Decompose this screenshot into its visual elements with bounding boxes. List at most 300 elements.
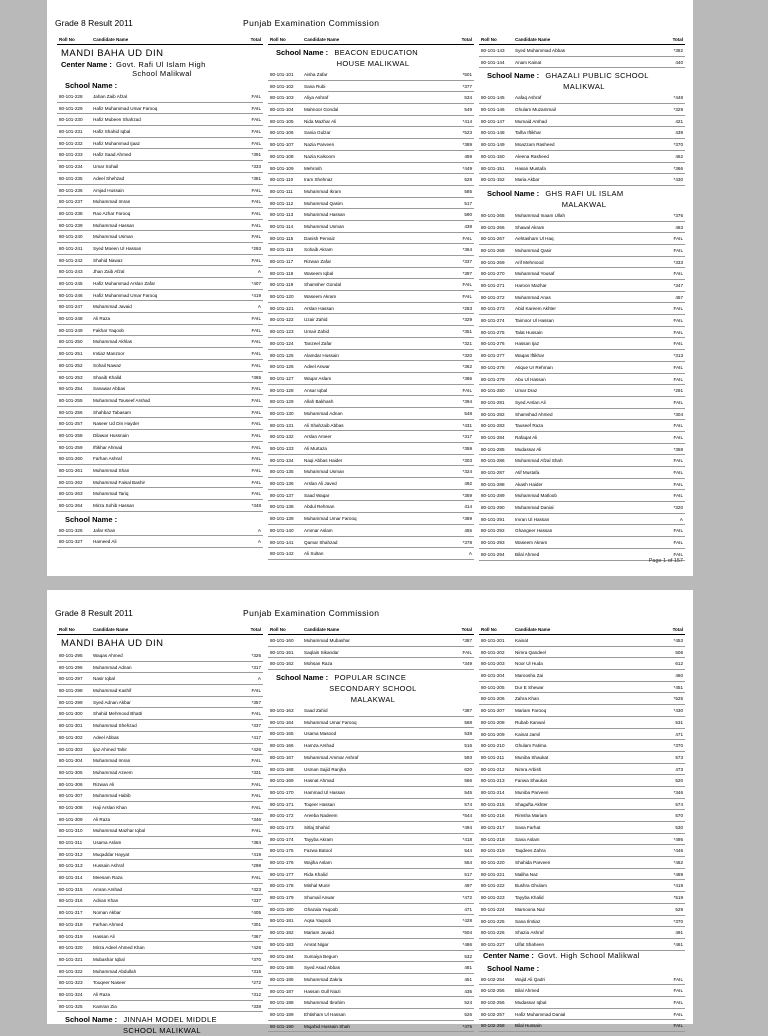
candidate-name: Kamran Zia bbox=[93, 1003, 117, 1009]
table-row bbox=[268, 939, 474, 951]
candidate-name: Umar Sohail bbox=[93, 164, 119, 170]
table-row bbox=[268, 233, 474, 245]
table-row bbox=[57, 196, 263, 208]
table-row bbox=[479, 315, 685, 327]
table-row bbox=[479, 752, 685, 764]
roll-number: 80-101-245 bbox=[59, 281, 83, 286]
candidate-name: Uzair Zahid bbox=[304, 317, 328, 323]
table-row bbox=[268, 822, 474, 834]
total-marks: FAIL bbox=[251, 828, 261, 834]
school-label: School Name : bbox=[65, 81, 118, 90]
roll-number: 80-101-264 bbox=[59, 503, 83, 509]
table-row bbox=[268, 291, 474, 303]
roll-number: 80-101-292 bbox=[481, 528, 505, 534]
roll-number: 80-101-266 bbox=[481, 224, 505, 230]
roll-number: 80-101-181 bbox=[270, 918, 294, 924]
total-marks: *303 bbox=[462, 457, 472, 463]
roll-number: 80-101-242 bbox=[59, 257, 83, 263]
total-marks: *346 bbox=[673, 789, 683, 795]
table-row bbox=[268, 869, 474, 881]
table-row bbox=[479, 303, 685, 315]
center-name bbox=[479, 951, 685, 961]
roll-number: 80-101-102 bbox=[270, 83, 294, 89]
roll-number: 80-101-129 bbox=[270, 399, 294, 405]
total-marks: *462 bbox=[673, 860, 683, 866]
organization-name: Punjab Examination Commission bbox=[243, 18, 380, 28]
total-marks: FAIL bbox=[251, 117, 261, 123]
total-marks: FAIL bbox=[673, 1011, 683, 1017]
candidate-name: Waqar Aslam bbox=[304, 375, 332, 381]
total-marks: *291 bbox=[673, 388, 683, 394]
candidate-name: Hafiz Muhammad Ijaaz bbox=[93, 140, 140, 146]
table-row bbox=[479, 385, 685, 397]
roll-number: 80-101-236 bbox=[59, 187, 83, 193]
table-row bbox=[268, 775, 474, 787]
total-marks: *333 bbox=[251, 164, 261, 170]
roll-number: 80-101-125 bbox=[270, 352, 294, 358]
total-header: Total bbox=[672, 37, 683, 42]
results-column bbox=[268, 36, 474, 560]
total-marks: *329 bbox=[673, 107, 683, 113]
candidate-name: Muhammad Imran bbox=[93, 758, 131, 764]
candidate-name: Moazzam Rasheed bbox=[515, 142, 555, 148]
table-row bbox=[57, 453, 263, 465]
total-marks: 593 bbox=[464, 754, 472, 760]
table-row bbox=[479, 420, 685, 432]
total-marks: 471 bbox=[675, 731, 683, 737]
candidate-name: Saad Zahid bbox=[304, 708, 328, 714]
candidate-name: Muhammad Anas bbox=[515, 294, 551, 300]
roll-number: 80-101-299 bbox=[59, 699, 83, 705]
result-title: Grade 8 Result 2011 bbox=[55, 18, 133, 28]
candidate-name: Naqi Abbas Haider bbox=[304, 457, 343, 463]
total-marks: *348 bbox=[251, 503, 261, 509]
total-marks: FAIL bbox=[673, 318, 683, 324]
roll-number: 80-101-278 bbox=[481, 364, 505, 370]
total-marks: *358 bbox=[673, 446, 683, 452]
roll-number: 80-101-148 bbox=[481, 130, 505, 136]
table-row bbox=[268, 904, 474, 916]
roll-number: 80-101-108 bbox=[270, 153, 294, 159]
table-row bbox=[479, 916, 685, 928]
roll-number: 80-101-182 bbox=[270, 930, 294, 936]
candidate-name: Muhammad Zakria bbox=[304, 976, 343, 982]
table-row bbox=[479, 362, 685, 374]
roll-number: 80-101-239 bbox=[59, 222, 83, 228]
total-marks: *329 bbox=[462, 317, 472, 323]
total-marks: FAIL bbox=[673, 999, 683, 1005]
candidate-name: Muqaddar Hayyat bbox=[93, 851, 130, 857]
candidate-name: Imtiaz Manzoor bbox=[93, 351, 125, 357]
candidate-name: Amjad Hussain bbox=[93, 187, 124, 193]
table-row bbox=[268, 997, 474, 1009]
total-marks: 460 bbox=[675, 673, 683, 679]
table-row bbox=[57, 536, 263, 548]
table-row bbox=[268, 1021, 474, 1033]
roll-number: 80-101-263 bbox=[59, 491, 83, 497]
roll-number: 80-101-230 bbox=[59, 117, 83, 123]
roll-number: 80-101-220 bbox=[481, 860, 505, 866]
table-row bbox=[57, 989, 263, 1001]
table-row bbox=[479, 927, 685, 939]
candidate-name: Rubab Kanwal bbox=[515, 719, 545, 725]
total-marks: 462 bbox=[675, 153, 683, 159]
total-marks: 457 bbox=[675, 294, 683, 300]
candidate-name: Hamza Arshad bbox=[304, 743, 335, 749]
district-heading: MANDI BAHA UD DIN bbox=[61, 48, 164, 59]
roll-number: 80-101-207 bbox=[481, 708, 505, 714]
table-row bbox=[57, 185, 263, 197]
total-marks: FAIL bbox=[251, 397, 261, 403]
table-row bbox=[479, 775, 685, 787]
total-marks: FAIL bbox=[251, 257, 261, 263]
roll-number: 80-101-175 bbox=[270, 848, 294, 854]
table-row bbox=[57, 872, 263, 884]
candidate-name: Rizwan Ali bbox=[93, 781, 115, 787]
candidate-name: Rimsha Mariam bbox=[515, 813, 548, 819]
table-row bbox=[479, 222, 685, 234]
total-marks: FAIL bbox=[251, 421, 261, 427]
roll-number: 80-101-214 bbox=[481, 789, 505, 795]
roll-number: 80-101-219 bbox=[481, 848, 505, 854]
table-row bbox=[479, 104, 685, 116]
candidate-name: Muhammad Usman bbox=[304, 223, 345, 229]
roll-number: 80-101-249 bbox=[59, 327, 83, 333]
roll-number: 80-101-168 bbox=[270, 766, 294, 772]
candidate-name: Muhammad Touseef Arshad bbox=[93, 397, 151, 403]
total-marks: FAIL bbox=[251, 804, 261, 810]
candidate-name: Hafiz Muhammad Umar Farooq bbox=[93, 105, 158, 111]
candidate-name: Nida Mazhar Ali bbox=[304, 118, 337, 124]
total-marks: FAIL bbox=[251, 781, 261, 787]
roll-number: 80-101-313 bbox=[59, 863, 83, 869]
total-marks: FAIL bbox=[251, 222, 261, 228]
total-marks: *449 bbox=[462, 165, 472, 171]
candidate-name: Abdul Rehman bbox=[304, 504, 335, 510]
table-row bbox=[268, 69, 474, 81]
table-row bbox=[268, 513, 474, 525]
table-row bbox=[268, 705, 474, 717]
candidate-name: Sana Farhat bbox=[515, 825, 541, 830]
total-marks: *357 bbox=[251, 699, 261, 705]
candidate-name: Mariam Javaid bbox=[304, 930, 334, 936]
table-row bbox=[57, 114, 263, 126]
table-row bbox=[57, 407, 263, 419]
table-row bbox=[57, 884, 263, 896]
table-row bbox=[268, 268, 474, 280]
roll-number: 80-101-293 bbox=[481, 540, 505, 546]
roll-number: 80-101-120 bbox=[270, 294, 294, 300]
school-value-cont: SCHOOL MALIKWAL bbox=[123, 1026, 201, 1036]
candidate-name: Usman Sajid Ranjha bbox=[304, 766, 346, 772]
roll-number: 80-101-183 bbox=[270, 941, 294, 947]
results-column bbox=[479, 36, 685, 561]
roll-number: 80-101-290 bbox=[481, 505, 505, 511]
total-marks: 483 bbox=[675, 224, 683, 230]
candidate-name: Muhammad Habib bbox=[93, 793, 131, 799]
total-marks: *362 bbox=[462, 364, 472, 370]
table-row bbox=[479, 869, 685, 881]
candidate-name: Fazwa Batool bbox=[304, 848, 332, 854]
candidate-name: Syed Moeen Ul Hassan bbox=[93, 245, 142, 251]
table-row bbox=[479, 163, 685, 175]
total-marks: *418 bbox=[462, 836, 472, 842]
candidate-name: Nasir Iqbal bbox=[93, 676, 115, 682]
total-marks: FAIL bbox=[462, 649, 472, 655]
total-marks: FAIL bbox=[673, 470, 683, 475]
table-row bbox=[57, 465, 263, 477]
candidate-name: Areeba Nadeem bbox=[304, 813, 338, 819]
roll-number: 80-101-161 bbox=[270, 649, 294, 655]
candidate-name: Tauseef Raza bbox=[515, 423, 544, 429]
total-marks: *323 bbox=[251, 886, 261, 892]
roll-no-header: Roll No bbox=[481, 627, 497, 632]
total-marks: FAIL bbox=[673, 399, 683, 405]
candidate-name: Adeel Anwar bbox=[304, 364, 330, 370]
table-row bbox=[268, 764, 474, 776]
total-marks: *298 bbox=[251, 863, 261, 869]
total-marks: 590 bbox=[464, 212, 472, 218]
table-row bbox=[57, 779, 263, 791]
table-row bbox=[479, 764, 685, 776]
candidate-name: Maliha Naz bbox=[515, 871, 538, 877]
candidate-name: Allah Bakhash bbox=[304, 399, 334, 405]
candidate-name: Muhammad Yousaf bbox=[515, 271, 555, 277]
candidate-name: Ijaz Ahmed Tahir bbox=[93, 746, 127, 752]
roll-number: 80-101-304 bbox=[59, 758, 83, 764]
candidate-name: Shamshad Ahmed bbox=[515, 411, 553, 417]
table-row bbox=[57, 278, 263, 290]
candidate-name: Mujahid Hussain Shah bbox=[304, 1023, 350, 1029]
table-row bbox=[479, 455, 685, 467]
candidate-name: Hafiz Shahid Iqbal bbox=[93, 129, 131, 135]
table-row bbox=[479, 939, 685, 951]
table-row bbox=[479, 705, 685, 717]
roll-number: 80-101-112 bbox=[270, 200, 294, 206]
candidate-name: Shaziа Ashraf bbox=[515, 930, 544, 936]
roll-number: 80-101-267 bbox=[481, 236, 505, 242]
total-marks: *407 bbox=[251, 281, 261, 286]
total-marks: *475 bbox=[462, 1023, 472, 1029]
candidate-name: Muhammad Inaam Ullah bbox=[515, 212, 566, 218]
roll-number: 80-101-128 bbox=[270, 387, 294, 393]
table-row bbox=[479, 210, 685, 222]
roll-number: 80-101-322 bbox=[59, 968, 83, 974]
candidate-name: Bilal Ahmed bbox=[515, 988, 540, 994]
total-marks: FAIL bbox=[673, 271, 683, 277]
table-row bbox=[268, 740, 474, 752]
total-marks: 481 bbox=[464, 965, 472, 971]
candidate-name: Iram Shehnaz bbox=[304, 177, 333, 183]
table-row bbox=[268, 880, 474, 892]
candidate-name: Hameed Ali bbox=[93, 539, 117, 545]
roll-number: 80-101-229 bbox=[59, 105, 83, 111]
candidate-name: Alamdar Hussain bbox=[304, 352, 339, 358]
school-value: GHAZALI PUBLIC SCHOOL bbox=[545, 71, 649, 81]
total-marks: 506 bbox=[675, 649, 683, 655]
table-row bbox=[268, 408, 474, 420]
table-row bbox=[57, 126, 263, 138]
total-marks: FAIL bbox=[673, 551, 683, 557]
total-marks: 574 bbox=[675, 801, 683, 807]
total-marks: 566 bbox=[464, 778, 472, 784]
candidate-name: Farhan Ahmed bbox=[93, 921, 124, 927]
total-marks: *381 bbox=[251, 175, 261, 181]
roll-number: 80-101-260 bbox=[59, 456, 83, 462]
candidate-name: Fanwa Shaukat bbox=[515, 778, 547, 784]
candidate-name: Aleena Rasheed bbox=[515, 153, 549, 159]
school-label: School Name : bbox=[276, 48, 329, 57]
candidate-name: Adeel Abbas bbox=[93, 734, 119, 740]
school-label: School Name : bbox=[65, 514, 118, 524]
total-marks: *377 bbox=[462, 83, 472, 89]
candidate-name: Muhammad Faisal Bashir bbox=[93, 479, 146, 485]
total-marks: *370 bbox=[673, 918, 683, 924]
candidate-name: Taqdees Zahra bbox=[515, 848, 546, 854]
candidate-name: Ammar Aslam bbox=[304, 527, 333, 533]
table-row bbox=[57, 348, 263, 360]
candidate-name: Sanawar Abbas bbox=[93, 386, 126, 392]
roll-number: 80-101-116 bbox=[270, 247, 294, 253]
roll-number: 80-101-162 bbox=[270, 661, 294, 667]
candidate-name: Ali Shahzaib Abbas bbox=[304, 422, 344, 428]
total-marks: FAIL bbox=[251, 432, 261, 438]
roll-number: 80-101-114 bbox=[270, 223, 294, 229]
total-marks: FAIL bbox=[673, 423, 683, 429]
total-marks: FAIL bbox=[251, 875, 261, 881]
total-marks: *359 bbox=[462, 492, 472, 498]
total-marks: 459 bbox=[464, 153, 472, 159]
roll-number: 80-101-240 bbox=[59, 234, 83, 240]
table-row bbox=[57, 395, 263, 407]
table-row bbox=[479, 127, 685, 139]
table-row bbox=[57, 895, 263, 907]
candidate-name: Ehtisham Ul Hassan bbox=[304, 1011, 346, 1017]
table-row bbox=[479, 787, 685, 799]
roll-number: 80-101-295 bbox=[59, 653, 83, 658]
roll-number: 80-101-265 bbox=[481, 212, 505, 218]
candidate-name: Muhammad Akhlas bbox=[93, 339, 133, 345]
roll-number: 80-101-130 bbox=[270, 410, 294, 416]
roll-number: 80-101-288 bbox=[481, 481, 505, 487]
total-marks: *446 bbox=[673, 848, 683, 854]
table-row bbox=[268, 501, 474, 513]
table-row bbox=[57, 290, 263, 302]
table-row bbox=[57, 977, 263, 989]
table-row bbox=[268, 892, 474, 904]
total-marks: FAIL bbox=[462, 235, 472, 241]
candidate-name: Touqeer Naseer bbox=[93, 980, 126, 986]
candidate-name: Tanzeel Zafar bbox=[304, 340, 332, 346]
table-row bbox=[268, 174, 474, 186]
candidate-name: Adnan Khan bbox=[93, 898, 119, 904]
roll-number: 80-101-235 bbox=[59, 175, 83, 181]
candidate-name: Waseem Akram bbox=[515, 540, 548, 546]
roll-number: 80-101-147 bbox=[481, 118, 505, 124]
roll-number: 80-101-135 bbox=[270, 469, 294, 475]
total-marks: *320 bbox=[673, 505, 683, 511]
table-row bbox=[268, 127, 474, 139]
table-row bbox=[268, 548, 474, 560]
candidate-name: Hafiz Muhammad Danial bbox=[515, 1011, 566, 1017]
center-value-cont: School Malikwal bbox=[132, 69, 192, 78]
candidate-name: Wajid Ali Qadri bbox=[515, 976, 545, 982]
roll-number: 80-101-187 bbox=[270, 988, 294, 994]
page-header bbox=[55, 608, 685, 622]
roll-number: 80-101-255 bbox=[59, 397, 83, 403]
roll-number: 80-101-179 bbox=[270, 895, 294, 901]
candidate-name: Muhammad Qasim bbox=[304, 200, 343, 206]
candidate-name: Ghulam Fatima bbox=[515, 743, 547, 749]
results-column bbox=[479, 626, 685, 1032]
roll-number: 80-101-301 bbox=[59, 723, 83, 729]
total-marks: *364 bbox=[462, 247, 472, 253]
total-marks: 544 bbox=[464, 848, 472, 854]
roll-number: 80-101-297 bbox=[59, 676, 83, 682]
table-row bbox=[268, 396, 474, 408]
total-marks: 473 bbox=[675, 766, 683, 772]
candidate-name: Noor Ul Huda bbox=[515, 661, 543, 667]
roll-number: 80-101-118 bbox=[270, 270, 294, 276]
total-marks: 435 bbox=[464, 988, 472, 994]
school-name bbox=[268, 45, 474, 69]
total-marks: *544 bbox=[462, 813, 472, 819]
roll-number: 80-101-133 bbox=[270, 446, 294, 451]
total-marks: *324 bbox=[462, 469, 472, 475]
table-row bbox=[479, 514, 685, 526]
roll-number: 80-101-262 bbox=[59, 479, 83, 485]
table-row bbox=[57, 103, 263, 115]
table-row bbox=[479, 658, 685, 670]
candidate-name-header: Candidate Name bbox=[304, 627, 340, 632]
roll-number: 80-101-105 bbox=[270, 118, 294, 124]
roll-number: 80-101-213 bbox=[481, 778, 505, 784]
roll-number: 80-101-171 bbox=[270, 801, 294, 807]
roll-number: 80-101-237 bbox=[59, 199, 83, 205]
table-row bbox=[57, 149, 263, 161]
roll-number: 80-101-137 bbox=[270, 492, 294, 498]
roll-number: 80-101-298 bbox=[59, 688, 83, 694]
table-row bbox=[479, 139, 685, 151]
table-row bbox=[268, 1009, 474, 1021]
total-marks: 421 bbox=[675, 118, 683, 124]
total-marks: *426 bbox=[251, 945, 261, 951]
candidate-name: Adeel Shehzad bbox=[93, 175, 125, 181]
roll-number: 80-101-225 bbox=[481, 918, 505, 924]
roll-number: 80-101-272 bbox=[481, 294, 505, 300]
results-column bbox=[57, 626, 263, 1036]
school-label: School Name : bbox=[65, 1015, 118, 1025]
total-header: Total bbox=[672, 627, 683, 632]
table-row bbox=[479, 845, 685, 857]
total-marks: 492 bbox=[464, 481, 472, 487]
candidate-name: Muhammad Ammar Ashraf bbox=[304, 754, 359, 760]
total-marks: FAIL bbox=[462, 282, 472, 288]
candidate-name: Bilal Hussain bbox=[515, 1023, 542, 1029]
candidate-name: Zahra Khan bbox=[515, 696, 540, 702]
table-row bbox=[57, 790, 263, 802]
total-marks: *384 bbox=[251, 840, 261, 845]
total-marks: *315 bbox=[251, 968, 261, 974]
table-row bbox=[57, 525, 263, 537]
total-marks: *349 bbox=[462, 661, 472, 667]
roll-number: 80-101-303 bbox=[59, 746, 83, 752]
candidate-name: Muhammad Mubashar bbox=[304, 638, 350, 643]
table-row bbox=[268, 104, 474, 116]
table-row bbox=[479, 985, 685, 997]
column-header bbox=[57, 36, 263, 45]
roll-number: 80-101-167 bbox=[270, 754, 294, 760]
